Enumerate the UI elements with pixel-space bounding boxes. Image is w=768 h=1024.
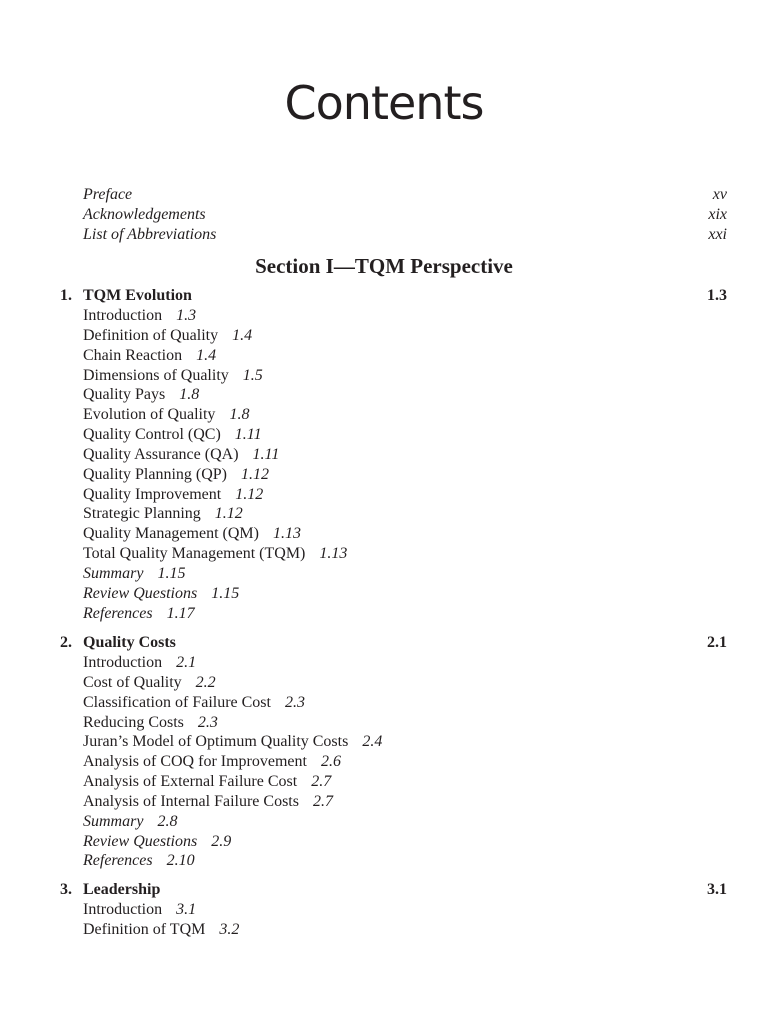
toc-entry-label: Quality Assurance (QA) bbox=[83, 445, 239, 463]
toc-entry-page: 1.8 bbox=[179, 386, 200, 404]
toc-entry-label: Introduction bbox=[83, 901, 163, 918]
chapter-heading bbox=[60, 633, 727, 653]
chapter-block bbox=[60, 286, 727, 624]
chapter-heading bbox=[60, 880, 727, 900]
chapter-page: 1.3 bbox=[707, 287, 727, 304]
front-matter-page: xxi bbox=[708, 226, 727, 243]
chapter-block bbox=[60, 633, 727, 871]
chapter-entries bbox=[83, 653, 727, 871]
toc-entry bbox=[83, 851, 727, 871]
chapter-number: 3. bbox=[60, 881, 72, 898]
toc-entry-page: 2.3 bbox=[284, 693, 305, 711]
toc-entry-label: Chain Reaction bbox=[83, 346, 183, 364]
toc-entry bbox=[83, 524, 727, 544]
toc-entry bbox=[83, 346, 727, 366]
toc-entry bbox=[83, 326, 727, 346]
toc-entry-label: Evolution of Quality bbox=[83, 406, 216, 424]
toc-entry-page: 1.15 bbox=[157, 564, 186, 582]
toc-entry-page: 2.7 bbox=[311, 773, 332, 791]
toc-entry-page: 2.7 bbox=[312, 792, 333, 810]
toc-entry-page: 2.8 bbox=[157, 812, 178, 830]
front-matter-item bbox=[83, 205, 727, 225]
toc-entry-page: 2.4 bbox=[362, 733, 383, 751]
toc-entry bbox=[83, 604, 727, 624]
toc-entry bbox=[83, 504, 727, 524]
toc-entry bbox=[83, 732, 727, 752]
section-title: Section I—TQM Perspective bbox=[255, 254, 513, 278]
toc-entry bbox=[83, 812, 727, 832]
toc-entry bbox=[83, 693, 727, 713]
chapter-title: Quality Costs bbox=[83, 634, 176, 651]
toc-entry-label: Summary bbox=[83, 812, 144, 830]
toc-entry-label: Quality Control (QC) bbox=[83, 426, 221, 444]
toc-entry bbox=[83, 653, 727, 673]
toc-entry bbox=[83, 772, 727, 792]
chapter-title: Leadership bbox=[83, 881, 161, 898]
front-matter-page: xix bbox=[708, 206, 727, 223]
toc-entry-page: 2.6 bbox=[320, 753, 341, 771]
toc-entry-page: 1.4 bbox=[196, 346, 217, 364]
chapter-number: 1. bbox=[60, 287, 72, 304]
toc-entry bbox=[83, 752, 727, 772]
toc-entry-page: 2.3 bbox=[197, 713, 218, 731]
toc-entry-label: Analysis of External Failure Cost bbox=[83, 773, 298, 791]
toc-entry bbox=[83, 445, 727, 465]
chapter-page: 2.1 bbox=[707, 634, 727, 651]
toc-entry bbox=[83, 544, 727, 564]
toc-entry bbox=[83, 465, 727, 485]
toc-entry bbox=[83, 405, 727, 425]
toc-entry-label: Definition of Quality bbox=[83, 326, 219, 344]
toc-entry-label: Reducing Costs bbox=[83, 713, 184, 731]
toc-entry-label: Introduction bbox=[83, 307, 163, 324]
toc-entry-page: 2.9 bbox=[211, 832, 232, 850]
toc-entry bbox=[83, 673, 727, 693]
toc-entry-label: Summary bbox=[83, 564, 144, 582]
front-matter-item bbox=[83, 185, 727, 205]
toc-entry bbox=[83, 920, 727, 940]
toc-entry-page: 1.13 bbox=[319, 545, 348, 563]
front-matter-item bbox=[83, 225, 727, 245]
toc-entry-page: 1.12 bbox=[235, 485, 264, 503]
toc-entry-label: Introduction bbox=[83, 654, 163, 671]
toc-entry-label: Analysis of Internal Failure Costs bbox=[83, 792, 299, 810]
toc-entry bbox=[83, 792, 727, 812]
toc-entry-page: 2.1 bbox=[176, 654, 197, 671]
toc-entry-label: Total Quality Management (TQM) bbox=[83, 545, 306, 563]
toc-entry-page: 1.15 bbox=[211, 584, 240, 602]
toc-entry bbox=[83, 385, 727, 405]
toc-entry-page: 2.10 bbox=[166, 852, 195, 870]
toc-entry-page: 1.4 bbox=[232, 326, 253, 344]
toc-entry-label: Review Questions bbox=[83, 584, 198, 602]
toc-entry-page: 1.11 bbox=[252, 445, 280, 463]
front-matter-label: List of Abbreviations bbox=[83, 226, 217, 243]
toc-entry-page: 1.12 bbox=[214, 505, 243, 523]
toc-entry-label: References bbox=[83, 604, 153, 622]
toc-entry-page: 1.5 bbox=[242, 366, 263, 384]
toc-entry-label: References bbox=[83, 852, 153, 870]
toc-entry-label: Review Questions bbox=[83, 832, 198, 850]
toc-entry bbox=[83, 900, 727, 920]
toc-entry-label: Analysis of COQ for Improvement bbox=[83, 753, 307, 771]
chapter-page: 3.1 bbox=[707, 881, 727, 898]
toc-entry-label: Cost of Quality bbox=[83, 673, 182, 691]
chapter-heading bbox=[60, 286, 727, 306]
toc-entry-page: 1.17 bbox=[166, 604, 195, 622]
toc-entry bbox=[83, 485, 727, 505]
chapter-title: TQM Evolution bbox=[83, 287, 192, 304]
toc-entry-label: Quality Planning (QP) bbox=[83, 465, 227, 483]
toc-entry-label: Dimensions of Quality bbox=[83, 366, 229, 384]
chapter-number: 2. bbox=[60, 634, 72, 651]
toc-entry bbox=[83, 713, 727, 733]
toc-entry-page: 1.11 bbox=[234, 426, 262, 444]
toc-entry-page: 1.12 bbox=[241, 465, 269, 483]
front-matter-label: Preface bbox=[83, 186, 133, 203]
toc-entry-page: 3.2 bbox=[219, 920, 240, 938]
chapter-entries bbox=[83, 306, 727, 624]
front-matter-page: xv bbox=[712, 186, 727, 203]
toc-entry-label: Juran’s Model of Optimum Quality Costs bbox=[83, 733, 349, 751]
toc-entry bbox=[83, 832, 727, 852]
toc-entry-page: 2.2 bbox=[195, 673, 216, 691]
toc-entry bbox=[83, 564, 727, 584]
front-matter-list bbox=[83, 185, 727, 245]
toc-entry bbox=[83, 425, 727, 445]
chapter-block bbox=[60, 880, 727, 940]
chapter-entries bbox=[83, 900, 727, 940]
toc-entry-label: Strategic Planning bbox=[83, 505, 201, 523]
toc-entry-page: 1.8 bbox=[229, 406, 250, 424]
page-title: Contents bbox=[284, 76, 484, 130]
toc-entry-label: Quality Pays bbox=[83, 386, 166, 404]
toc-entry-label: Quality Management (QM) bbox=[83, 525, 259, 543]
toc-entry-label: Quality Improvement bbox=[83, 485, 222, 503]
toc-entry bbox=[83, 366, 727, 386]
toc-entry-page: 1.3 bbox=[176, 307, 197, 324]
front-matter-label: Acknowledgements bbox=[83, 206, 206, 223]
toc-entry bbox=[83, 306, 727, 326]
toc-entry-page: 1.13 bbox=[272, 525, 301, 543]
toc-entry-label: Classification of Failure Cost bbox=[83, 693, 271, 711]
toc-entry-page: 3.1 bbox=[176, 901, 197, 918]
toc-entry bbox=[83, 584, 727, 604]
toc-entry-label: Definition of TQM bbox=[83, 920, 206, 938]
